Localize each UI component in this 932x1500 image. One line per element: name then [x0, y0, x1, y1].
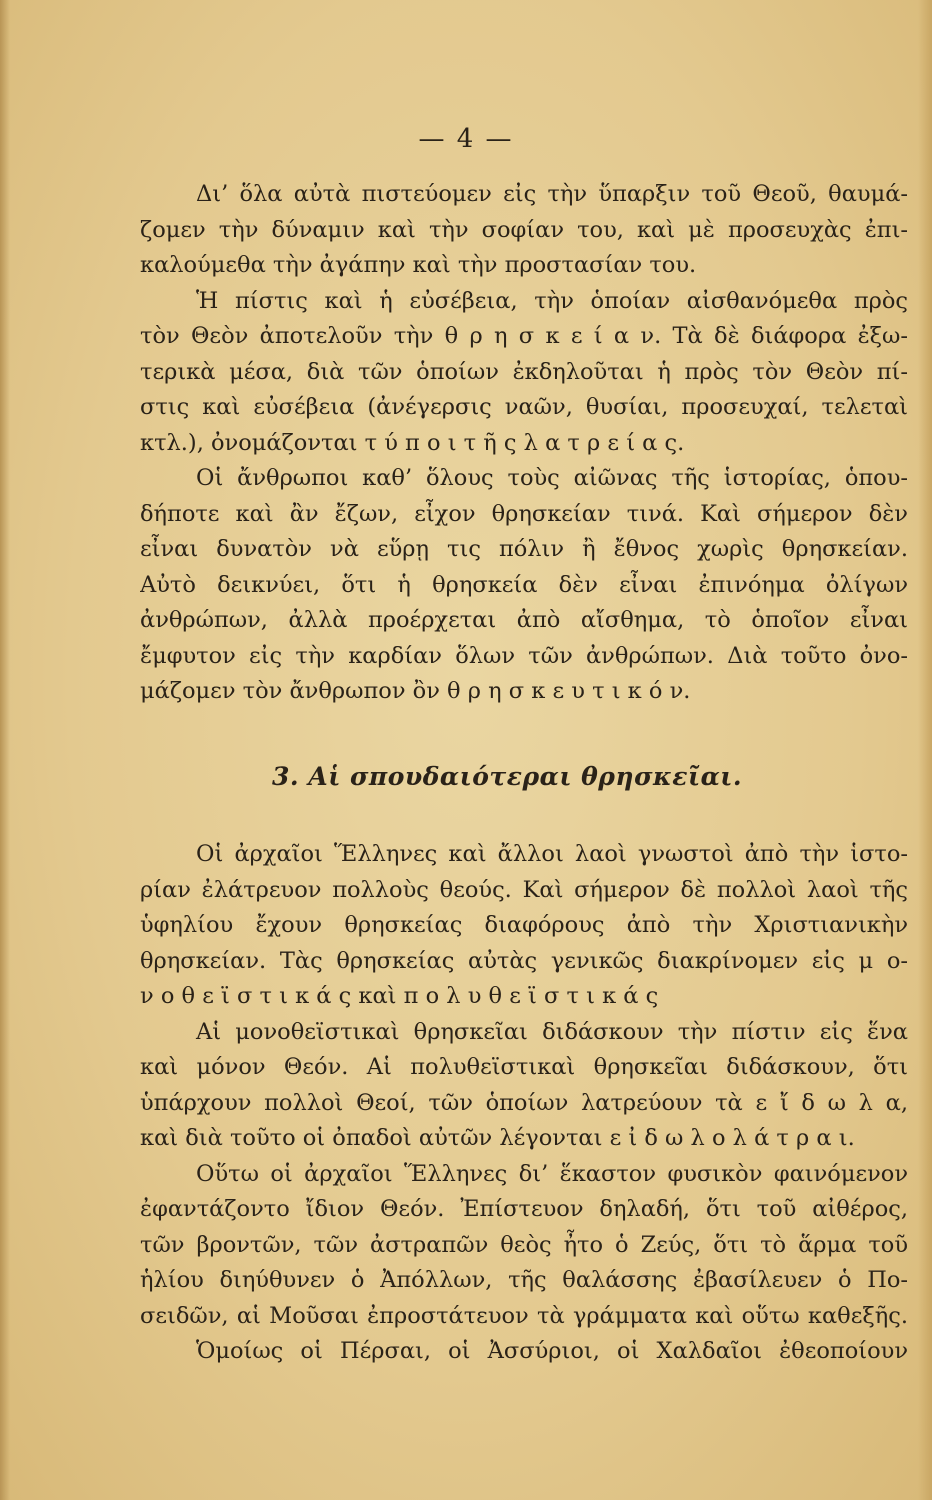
text-line: καλούμεθα τὴν ἀγάπην καὶ τὴν προστασίαν του.: [140, 252, 697, 278]
text-line: Οὕτω οἱ ἀρχαῖοι Ἕλληνες δι’ ἕκαστον φυσικὸν φαινόμενον: [196, 1160, 908, 1187]
text-line: ἔμφυτον εἰς τὴν καρδίαν ὅλων τῶν ἀνθρώπων. Διὰ τοῦτο ὀνο-: [140, 642, 908, 669]
text-line: Οἱ ἄνθρωποι καθ’ ὅλους τοὺς αἰῶνας τῆς ἱστορίας, ὁπου-: [196, 465, 908, 491]
text-line: τερικὰ μέσα, διὰ τῶν ὁποίων ἐκδηλοῦται ἡ πρὸς τὸν Θεὸν πί-: [140, 358, 908, 385]
text-line: τῶν βροντῶν, τῶν ἀστραπῶν θεὸς ἦτο ὁ Ζεύς, ὅτι τὸ ἅρμα τοῦ: [140, 1231, 908, 1258]
text-line: ὑφηλίου ἔχουν θρησκείας διαφόρους ἀπὸ τὴν Χριστιανικὴν: [140, 912, 908, 938]
text-line: ἀνθρώπων, ἀλλὰ προέρχεται ἀπὸ αἴσθημα, τὸ ὁποῖον εἶναι: [140, 607, 908, 633]
text-line: Ἡ πίστις καὶ ἡ εὐσέβεια, τὴν ὁποίαν αἰσθανόμεθα πρὸς: [196, 287, 908, 314]
text-line: Αἱ μονοθεϊστικαὶ θρησκεῖαι διδάσκουν τὴν πίστιν εἰς ἕνα: [196, 1018, 908, 1045]
text-line: Ὁμοίως οἱ Πέρσαι, οἱ Ἀσσύριοι, οἱ Χαλδαῖοι ἐθεοποίουν: [196, 1338, 908, 1364]
text-block-lower: [140, 837, 908, 1370]
text-line: Αὐτὸ δεικνύει, ὅτι ἡ θρησκεία δὲν εἶναι ἐπινόημα ὀλίγων: [140, 571, 908, 598]
text-line: σειδῶν, αἱ Μοῦσαι ἐπροστάτευον τὰ γράμματα καὶ οὕτω καθεξῆς.: [140, 1302, 908, 1329]
page-edge-right: [918, 0, 932, 1500]
text-line: ἡλίου διηύθυνεν ὁ Ἀπόλλων, τῆς θαλάσσης ἐβασίλευεν ὁ Πο-: [140, 1267, 908, 1293]
text-line: ν ο θ ε ϊ σ τ ι κ ά ς καὶ π ο λ υ θ ε ϊ σ τ ι κ ά ς: [140, 983, 659, 1009]
text-line: Οἱ ἀρχαῖοι Ἕλληνες καὶ ἄλλοι λαοὶ γνωστοὶ ἀπὸ τὴν ἱστο-: [196, 841, 908, 867]
text-line: μάζομεν τὸν ἄνθρωπον ὂν θ ρ η σ κ ε υ τ ι κ ό ν.: [140, 678, 691, 704]
text-line: δήποτε καὶ ἂν ἔζων, εἶχον θρησκείαν τινά. Καὶ σήμερον δὲν: [140, 500, 908, 527]
text-block-upper: [140, 177, 908, 710]
text-line: ζομεν τὴν δύναμιν καὶ τὴν σοφίαν του, καὶ μὲ προσευχὰς ἐπι-: [140, 216, 908, 243]
text-line: τὸν Θεὸν ἀποτελοῦν τὴν θ ρ η σ κ ε ί α ν. Τὰ δὲ διάφορα ἐξω-: [140, 323, 908, 349]
text-line: ρίαν ἐλάτρευον πολλοὺς θεούς. Καὶ σήμερον δὲ πολλοὶ λαοὶ τῆς: [140, 876, 908, 903]
text-line: καὶ διὰ τοῦτο οἱ ὀπαδοὶ αὐτῶν λέγονται ε ἰ δ ω λ ο λ ά τ ρ α ι.: [140, 1125, 855, 1151]
text-line: καὶ μόνον Θεόν. Αἱ πολυθεϊστικαὶ θρησκεῖαι διδάσκουν, ὅτι: [140, 1054, 908, 1080]
section-heading: 3. Αἱ σπουδαιότεραι θρησκεῖαι.: [272, 762, 743, 791]
page-edge-left: [0, 0, 10, 1500]
text-line: εἶναι δυνατὸν νὰ εὕρῃ τις πόλιν ἢ ἔθνος χωρὶς θρησκείαν.: [140, 536, 908, 562]
text-line: Δι’ ὅλα αὐτὰ πιστεύομεν εἰς τὴν ὕπαρξιν τοῦ Θεοῦ, θαυμά-: [196, 181, 908, 207]
text-line: θρησκείαν. Τὰς θρησκείας αὐτὰς γενικῶς διακρίνομεν εἰς μ ο-: [140, 947, 908, 974]
text-line: ἐφαντάζοντο ἴδιον Θεόν. Ἐπίστευον δηλαδή, ὅτι τοῦ αἰθέρος,: [140, 1196, 908, 1222]
page-number: — 4 —: [418, 124, 514, 154]
text-line: στις καὶ εὐσέβεια (ἀνέγερσις ναῶν, θυσίαι, προσευχαί, τελεταὶ: [140, 394, 908, 420]
text-line: κτλ.), ὀνομάζονται τ ύ π ο ι τ ῆ ς λ α τ ρ ε ί α ς.: [140, 429, 685, 456]
text-line: ὑπάρχουν πολλοὶ Θεοί, τῶν ὁποίων λατρεύουν τὰ ε ἴ δ ω λ α,: [140, 1089, 908, 1116]
